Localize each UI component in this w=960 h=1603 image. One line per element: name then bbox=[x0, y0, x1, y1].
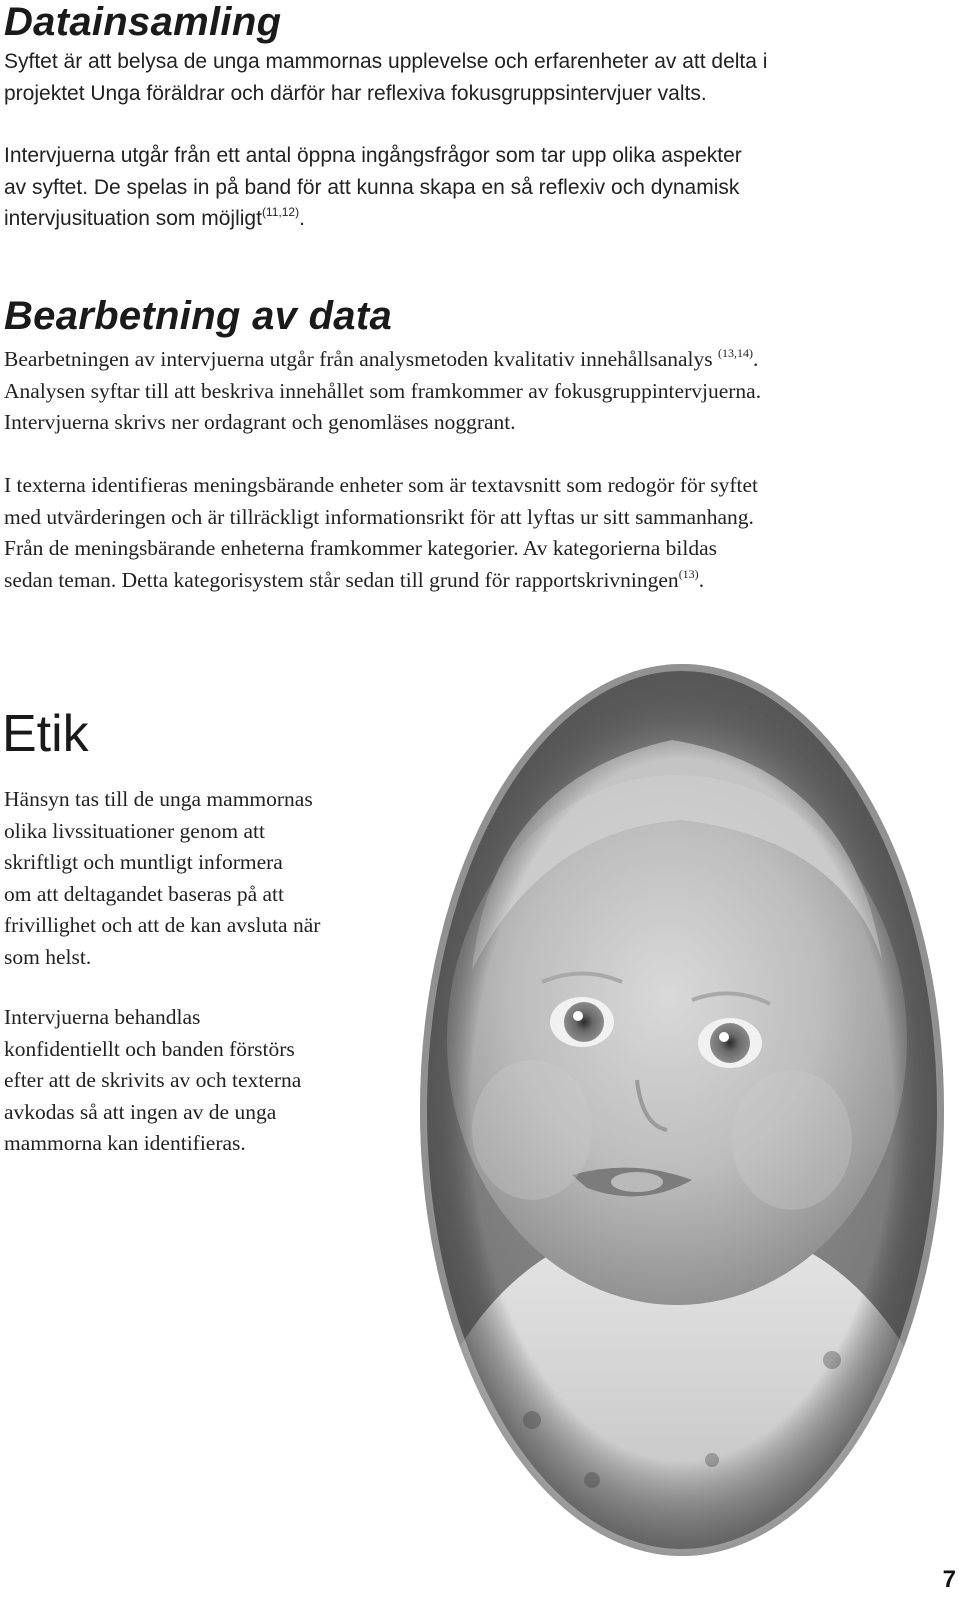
text-line: som helst. bbox=[4, 944, 92, 969]
bearbetning-paragraph-2 bbox=[4, 470, 758, 596]
text-line bbox=[4, 203, 742, 235]
etik-paragraph-1 bbox=[4, 784, 320, 973]
bearbetning-paragraph-1 bbox=[4, 344, 761, 439]
text-fragment: sedan teman. Detta kategorisystem står sedan till grund för rapportskrivningen bbox=[4, 567, 679, 592]
reference-superscript: (11,12) bbox=[261, 205, 300, 219]
heading-datainsamling: Datainsamling bbox=[4, 0, 282, 44]
datainsamling-paragraph-1 bbox=[4, 46, 767, 109]
text-line: Analysen syftar till att beskriva innehållet som framkommer av fokusgruppintervjuerna. bbox=[4, 378, 762, 403]
text-fragment: intervjusituation som möjligt bbox=[4, 207, 262, 230]
text-line: av syftet. De spelas in på band för att kunna skapa en så reflexiv och dynamisk bbox=[4, 175, 740, 199]
text-line: olika livssituationer genom att bbox=[4, 818, 265, 843]
text-line: konfidentiellt och banden förstörs bbox=[4, 1036, 295, 1061]
text-line: Intervjuerna behandlas bbox=[4, 1005, 201, 1029]
text-line: Syftet är att belysa de unga mammornas upplevelse och erfarenheter av att delta i bbox=[4, 50, 768, 73]
heading-etik: Etik bbox=[2, 705, 89, 763]
text-line: avkodas så att ingen av de unga bbox=[4, 1099, 277, 1124]
text-line bbox=[4, 565, 758, 597]
text-line: frivillighet och att de kan avsluta när bbox=[4, 913, 321, 937]
text-line: I texterna identifieras meningsbärande enheter som är textavsnitt som redogör för syftet bbox=[4, 473, 759, 497]
etik-paragraph-2 bbox=[4, 1002, 301, 1160]
reference-superscript: (13) bbox=[678, 566, 699, 581]
text-line: skriftligt och muntligt informera bbox=[4, 850, 283, 874]
page-number: 7 bbox=[942, 1566, 956, 1593]
text-line: om att deltagandet baseras på att bbox=[4, 881, 284, 906]
text-fragment: . bbox=[299, 207, 305, 230]
text-line bbox=[4, 344, 761, 376]
text-line: mammorna kan identifieras. bbox=[4, 1131, 246, 1155]
heading-bearbetning: Bearbetning av data bbox=[4, 294, 393, 338]
text-line: Från de meningsbärande enheterna framkommer kategorier. Av kategorierna bildas bbox=[4, 536, 718, 560]
text-line: efter att de skrivits av och texterna bbox=[4, 1068, 302, 1092]
datainsamling-paragraph-2 bbox=[4, 140, 742, 235]
reference-superscript: (13,14) bbox=[718, 346, 754, 360]
baby-photo-illustration bbox=[412, 660, 952, 1560]
text-fragment: . bbox=[753, 347, 759, 371]
text-fragment: . bbox=[698, 567, 705, 592]
text-line: Hänsyn tas till de unga mammornas bbox=[4, 787, 313, 811]
text-line: Intervjuerna skrivs ner ordagrant och genomläses noggrant. bbox=[4, 410, 516, 434]
text-line: Intervjuerna utgår från ett antal öppna ingångsfrågor som tar upp olika aspekter bbox=[4, 144, 742, 167]
baby-photo bbox=[412, 660, 952, 1560]
text-line: projektet Unga föräldrar och därför har reflexiva fokusgruppsintervjuer valts. bbox=[4, 81, 707, 105]
text-fragment: Bearbetningen av intervjuerna utgår från analysmetoden kvalitativ innehållsanalys bbox=[4, 347, 719, 371]
text-line: med utvärderingen och är tillräckligt informationsrikt för att lyftas ur sitt sammanhang. bbox=[4, 504, 754, 529]
